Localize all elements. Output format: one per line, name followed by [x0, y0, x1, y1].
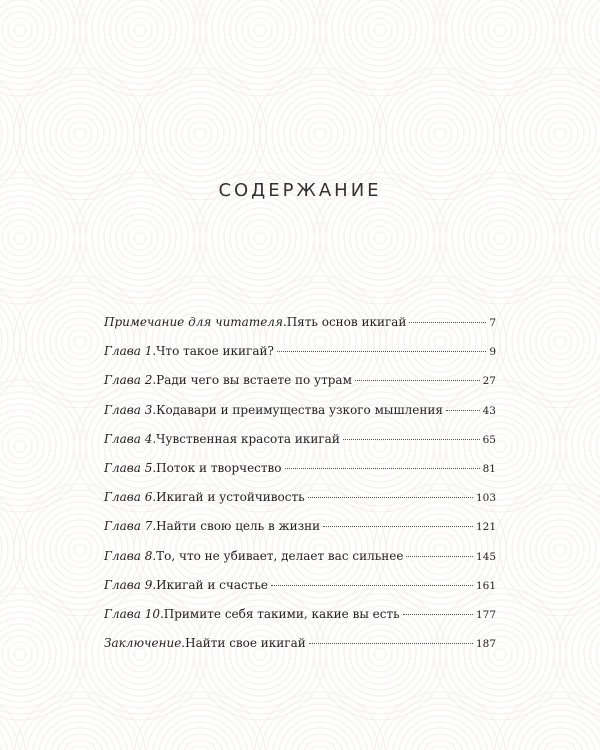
toc-page-number: 7: [489, 317, 496, 329]
toc-page-number: 65: [482, 433, 496, 446]
table-of-contents: [104, 315, 496, 665]
toc-dot-leader: [355, 380, 480, 381]
toc-entry-prefix: Глава 3.: [104, 402, 157, 417]
toc-entry-title: Кодавари и преимущества узкого мышления: [156, 402, 443, 417]
toc-page-number: 27: [482, 375, 496, 388]
toc-page-number: 81: [482, 462, 496, 475]
toc-entry: [104, 607, 496, 636]
page-title: СОДЕРЖАНИЕ: [218, 180, 382, 201]
toc-entry: [104, 636, 496, 665]
toc-entry: [104, 315, 496, 344]
toc-entry: [104, 490, 496, 519]
toc-entry-prefix: Заключение.: [104, 636, 186, 651]
toc-entry: [104, 549, 496, 578]
toc-entry-title: Чувственная красота икигай: [156, 431, 340, 446]
toc-entry-title: Найти свое икигай: [185, 636, 306, 651]
toc-entry-title: Икигай и устойчивость: [156, 490, 305, 505]
toc-dot-leader: [277, 351, 486, 352]
toc-page-number: 43: [482, 404, 496, 417]
toc-entry-title: То, что не убивает, делает вас сильнее: [156, 548, 404, 563]
toc-entry: [104, 432, 496, 461]
toc-entry-title: Что такое икигай?: [156, 344, 274, 359]
toc-entry-prefix: Глава 10.: [104, 606, 164, 621]
toc-entry-prefix: Глава 9.: [104, 577, 157, 592]
toc-page-number: 9: [489, 346, 496, 359]
toc-dot-leader: [308, 497, 473, 498]
toc-page-number: 145: [475, 550, 496, 563]
toc-entry-title: Ради чего вы встаете по утрам: [156, 373, 352, 388]
toc-entry-prefix: Глава 4.: [104, 431, 157, 446]
toc-entry-title: Поток и творчество: [156, 460, 282, 475]
toc-page-number: 121: [475, 521, 496, 534]
toc-entry-title: Пять основ икигай: [286, 315, 407, 329]
toc-page-number: 187: [475, 638, 496, 651]
toc-dot-leader: [446, 410, 480, 411]
toc-entry-title: Примите себя такими, какие вы есть: [163, 606, 400, 621]
toc-page-number: 103: [475, 492, 496, 505]
toc-entry: [104, 403, 496, 432]
toc-dot-leader: [271, 585, 473, 586]
toc-entry-title: Икигай и счастье: [156, 577, 268, 592]
toc-entry-prefix: Глава 1.: [104, 344, 157, 359]
toc-entry-prefix: Глава 5.: [104, 460, 157, 475]
toc-entry: [104, 344, 496, 373]
toc-dot-leader: [285, 468, 480, 469]
toc-page-number: 177: [475, 608, 496, 621]
toc-dot-leader: [309, 643, 473, 644]
toc-entry-prefix: Глава 6.: [104, 490, 157, 505]
toc-entry-title: Найти свою цель в жизни: [156, 519, 321, 534]
toc-dot-leader: [403, 614, 473, 615]
toc-dot-leader: [409, 322, 486, 323]
toc-entry: [104, 519, 496, 548]
toc-dot-leader: [323, 526, 473, 527]
toc-entry-prefix: Глава 7.: [104, 519, 157, 534]
toc-dot-leader: [406, 556, 473, 557]
toc-entry-prefix: Глава 2.: [104, 373, 157, 388]
toc-page-number: 161: [475, 579, 496, 592]
toc-entry-prefix: Глава 8.: [104, 548, 157, 563]
toc-entry: [104, 373, 496, 402]
toc-entry-prefix: Примечание для читателя.: [104, 315, 287, 329]
toc-entry: [104, 578, 496, 607]
toc-dot-leader: [343, 439, 480, 440]
toc-entry: [104, 461, 496, 490]
